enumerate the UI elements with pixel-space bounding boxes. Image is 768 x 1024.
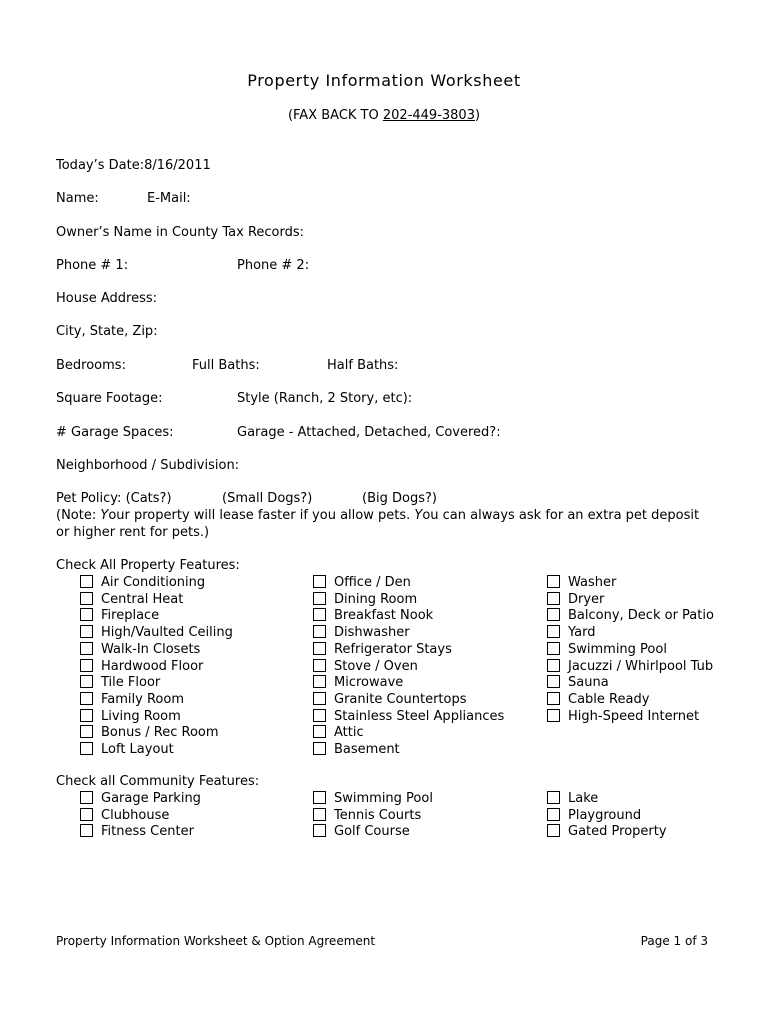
checkbox[interactable] bbox=[313, 709, 326, 722]
checkbox[interactable] bbox=[313, 659, 326, 672]
checkbox[interactable] bbox=[80, 709, 93, 722]
footer-left: Property Information Worksheet & Option Agreement bbox=[56, 934, 376, 948]
checkbox-label: Garage Parking bbox=[101, 791, 201, 806]
checkbox-label: Jacuzzi / Whirlpool Tub bbox=[568, 658, 714, 674]
checkbox[interactable] bbox=[80, 575, 93, 588]
checkbox[interactable] bbox=[80, 725, 93, 738]
checkbox[interactable] bbox=[80, 791, 93, 804]
phone1-label: Phone # 1: bbox=[56, 258, 129, 273]
checkbox[interactable] bbox=[313, 692, 326, 705]
checkbox[interactable] bbox=[80, 625, 93, 638]
checkbox[interactable] bbox=[313, 575, 326, 588]
big-dogs-label: (Big Dogs?) bbox=[362, 491, 437, 506]
checkbox-label: Dining Room bbox=[334, 591, 418, 607]
fax-line bbox=[0, 107, 768, 124]
checkbox[interactable] bbox=[547, 709, 560, 722]
checkbox-label: Stove / Oven bbox=[334, 658, 418, 674]
checkbox[interactable] bbox=[547, 824, 560, 837]
neighborhood-label: Neighborhood / Subdivision: bbox=[56, 458, 240, 473]
note-part1: (Note: bbox=[56, 508, 101, 523]
checkbox-label: Walk-In Closets bbox=[101, 641, 201, 657]
checkbox-label: Sauna bbox=[568, 675, 609, 691]
checkbox-label: Clubhouse bbox=[101, 807, 170, 823]
checkbox[interactable] bbox=[80, 592, 93, 605]
checkbox[interactable] bbox=[547, 575, 560, 588]
garage-spaces-label: # Garage Spaces: bbox=[56, 425, 174, 440]
checkbox-label: Living Room bbox=[101, 708, 181, 724]
note-part3: our property will lease faster if you allow pets. bbox=[108, 508, 415, 523]
half-baths-label: Half Baths: bbox=[327, 358, 399, 373]
page-title: Property Information Worksheet bbox=[247, 71, 521, 90]
checkbox-label: Dryer bbox=[568, 591, 605, 607]
note-part4: Y bbox=[414, 508, 423, 523]
checkbox-label: Granite Countertops bbox=[334, 691, 467, 707]
checkbox[interactable] bbox=[80, 742, 93, 755]
checkbox[interactable] bbox=[547, 675, 560, 688]
checkbox[interactable] bbox=[547, 592, 560, 605]
checkbox[interactable] bbox=[547, 808, 560, 821]
checkbox[interactable] bbox=[313, 742, 326, 755]
checkbox-label: Basement bbox=[334, 742, 400, 757]
checkbox-label: Hardwood Floor bbox=[101, 658, 204, 674]
checkbox-label: Stainless Steel Appliances bbox=[334, 708, 505, 724]
house-address-label: House Address: bbox=[56, 291, 158, 306]
square-footage-label: Square Footage: bbox=[56, 391, 163, 406]
checkbox[interactable] bbox=[547, 692, 560, 705]
checkbox[interactable] bbox=[80, 659, 93, 672]
checkbox[interactable] bbox=[547, 791, 560, 804]
checkbox[interactable] bbox=[80, 808, 93, 821]
checkbox[interactable] bbox=[80, 675, 93, 688]
checkbox-label: Fitness Center bbox=[101, 824, 194, 840]
checkbox-label: Breakfast Nook bbox=[334, 608, 434, 624]
checkbox-label: Washer bbox=[568, 575, 617, 590]
checkbox[interactable] bbox=[547, 625, 560, 638]
checkbox-label: Bonus / Rec Room bbox=[101, 725, 219, 741]
checkbox-label: Cable Ready bbox=[568, 691, 650, 707]
fax-number: 202-449-3803 bbox=[382, 108, 475, 123]
note-part5: ou can always ask for an extra pet deposit or higher rent for pets.) bbox=[56, 508, 700, 540]
checkbox[interactable] bbox=[313, 824, 326, 837]
name-label: Name: bbox=[56, 191, 99, 206]
checkbox[interactable] bbox=[547, 608, 560, 621]
checkbox[interactable] bbox=[313, 725, 326, 738]
checkbox[interactable] bbox=[313, 791, 326, 804]
fax-suffix: ) bbox=[474, 108, 481, 123]
checkbox-label: Air Conditioning bbox=[101, 575, 206, 590]
checkbox[interactable] bbox=[80, 692, 93, 705]
checkbox[interactable] bbox=[313, 608, 326, 621]
small-dogs-label: (Small Dogs?) bbox=[222, 491, 313, 506]
pet-policy-label: Pet Policy: (Cats?) bbox=[56, 491, 172, 506]
checkbox[interactable] bbox=[80, 824, 93, 837]
checkbox-label: Tile Floor bbox=[101, 675, 161, 691]
checkbox-label: Microwave bbox=[334, 675, 404, 691]
checkbox-label: Family Room bbox=[101, 691, 184, 707]
checkbox-label: Swimming Pool bbox=[568, 641, 667, 657]
garage-type-label: Garage - Attached, Detached, Covered?: bbox=[237, 425, 501, 440]
community-features-heading: Check all Community Features: bbox=[56, 774, 260, 789]
checkbox-label: Swimming Pool bbox=[334, 791, 433, 806]
checkbox-label: Balcony, Deck or Patio bbox=[568, 608, 714, 624]
checkbox-label: Fireplace bbox=[101, 608, 160, 624]
checkbox[interactable] bbox=[80, 608, 93, 621]
checkbox[interactable] bbox=[313, 625, 326, 638]
city-state-zip-label: City, State, Zip: bbox=[56, 324, 158, 339]
checkbox[interactable] bbox=[313, 592, 326, 605]
checkbox-label: Attic bbox=[334, 725, 364, 741]
checkbox-label: Tennis Courts bbox=[334, 807, 422, 823]
checkbox-label: Lake bbox=[568, 791, 599, 806]
checkbox-label: Gated Property bbox=[568, 824, 667, 840]
property-features-heading: Check All Property Features: bbox=[56, 558, 240, 573]
checkbox-label: Loft Layout bbox=[101, 742, 174, 757]
email-label: E-Mail: bbox=[147, 191, 191, 206]
checkbox-label: Refrigerator Stays bbox=[334, 641, 452, 657]
checkbox-label: Dishwasher bbox=[334, 625, 410, 641]
checkbox-label: Office / Den bbox=[334, 575, 411, 590]
checkbox-label: High-Speed Internet bbox=[568, 708, 700, 724]
full-baths-label: Full Baths: bbox=[192, 358, 260, 373]
checkbox-label: High/Vaulted Ceiling bbox=[101, 625, 233, 641]
checkbox[interactable] bbox=[547, 642, 560, 655]
checkbox-label: Yard bbox=[568, 625, 596, 641]
checkbox[interactable] bbox=[547, 659, 560, 672]
checkbox-label: Golf Course bbox=[334, 824, 410, 840]
note-part2: Y bbox=[100, 508, 109, 523]
checkbox[interactable] bbox=[313, 642, 326, 655]
checkbox-label: Playground bbox=[568, 807, 642, 823]
pet-note bbox=[56, 507, 716, 541]
owners-name-label: Owner’s Name in County Tax Records: bbox=[56, 225, 305, 240]
fax-prefix: (FAX BACK TO bbox=[287, 108, 383, 123]
checkbox[interactable] bbox=[80, 642, 93, 655]
checkbox[interactable] bbox=[313, 808, 326, 821]
todays-date: Today’s Date:8/16/2011 bbox=[56, 158, 211, 173]
bedrooms-label: Bedrooms: bbox=[56, 358, 126, 373]
phone2-label: Phone # 2: bbox=[237, 258, 310, 273]
checkbox-label: Central Heat bbox=[101, 591, 184, 607]
style-label: Style (Ranch, 2 Story, etc): bbox=[237, 391, 413, 406]
checkbox[interactable] bbox=[313, 675, 326, 688]
footer-page-number: Page 1 of 3 bbox=[640, 934, 708, 948]
